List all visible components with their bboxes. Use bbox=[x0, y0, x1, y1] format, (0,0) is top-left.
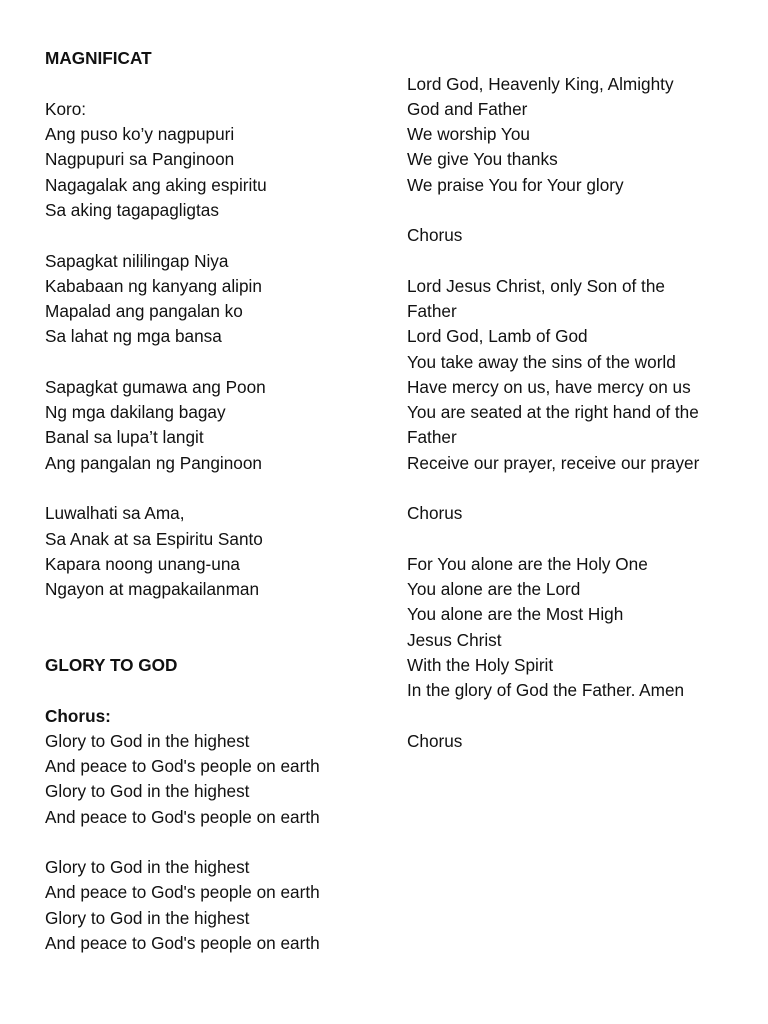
verse-line: Have mercy on us, have mercy on us bbox=[407, 377, 691, 397]
verse-line: You take away the sins of the world bbox=[407, 352, 676, 372]
stanza-line: Ngayon at magpakailanman bbox=[45, 579, 260, 599]
stanza-line: Sapagkat nililingap Niya bbox=[45, 251, 229, 271]
koro-line: Sa aking tagapagligtas bbox=[45, 200, 219, 220]
verse-line: You are seated at the right hand of the bbox=[407, 402, 699, 422]
chorus-line: And peace to God's people on earth bbox=[45, 882, 320, 902]
stanza-line: Luwalhati sa Ama, bbox=[45, 503, 185, 523]
stanza-line: Mapalad ang pangalan ko bbox=[45, 301, 243, 321]
verse-line: Father bbox=[407, 301, 457, 321]
verse-line: You alone are the Most High bbox=[407, 604, 624, 624]
koro-line: Nagagalak ang aking espiritu bbox=[45, 175, 267, 195]
stanza-line: Banal sa lupa’t langit bbox=[45, 427, 204, 447]
stanza-line: Ang pangalan ng Panginoon bbox=[45, 453, 262, 473]
chorus-line: Glory to God in the highest bbox=[45, 731, 250, 751]
stanza-line: Sa Anak at sa Espiritu Santo bbox=[45, 529, 263, 549]
verse-line: Lord God, Lamb of God bbox=[407, 326, 588, 346]
chorus-label: Chorus: bbox=[45, 706, 111, 726]
stanza-line: Kapara noong unang-una bbox=[45, 554, 240, 574]
stanza-line: Kababaan ng kanyang alipin bbox=[45, 276, 262, 296]
verse-line: Jesus Christ bbox=[407, 630, 502, 650]
koro-line: Ang puso ko’y nagpupuri bbox=[45, 124, 235, 144]
chorus-line: And peace to God's people on earth bbox=[45, 807, 320, 827]
chorus-reference: Chorus bbox=[407, 731, 463, 751]
stanza-line: Sa lahat ng mga bansa bbox=[45, 326, 222, 346]
glory-title: GLORY TO GOD bbox=[45, 655, 178, 675]
verse-line: Father bbox=[407, 427, 457, 447]
verse-line: In the glory of God the Father. Amen bbox=[407, 680, 685, 700]
verse-line: Lord God, Heavenly King, Almighty bbox=[407, 74, 674, 94]
chorus-line: Glory to God in the highest bbox=[45, 781, 250, 801]
verse-line: You alone are the Lord bbox=[407, 579, 581, 599]
verse-line: With the Holy Spirit bbox=[407, 655, 554, 675]
chorus-line: And peace to God's people on earth bbox=[45, 756, 320, 776]
koro-line: Nagpupuri sa Panginoon bbox=[45, 149, 235, 169]
verse-line: For You alone are the Holy One bbox=[407, 554, 648, 574]
chorus-reference: Chorus bbox=[407, 225, 463, 245]
stanza-line: Ng mga dakilang bagay bbox=[45, 402, 226, 422]
koro-label: Koro: bbox=[45, 99, 87, 119]
verse-line: Lord Jesus Christ, only Son of the bbox=[407, 276, 665, 296]
chorus-reference: Chorus bbox=[407, 503, 463, 523]
verse-line: We praise You for Your glory bbox=[407, 175, 624, 195]
verse-line: We give You thanks bbox=[407, 149, 558, 169]
stanza-line: Sapagkat gumawa ang Poon bbox=[45, 377, 266, 397]
chorus-line: Glory to God in the highest bbox=[45, 908, 250, 928]
verse-line: Receive our prayer, receive our prayer bbox=[407, 453, 700, 473]
magnificat-title: MAGNIFICAT bbox=[45, 48, 152, 68]
verse-line: We worship You bbox=[407, 124, 530, 144]
chorus-line: And peace to God's people on earth bbox=[45, 933, 320, 953]
chorus-line: Glory to God in the highest bbox=[45, 857, 250, 877]
verse-line: God and Father bbox=[407, 99, 528, 119]
